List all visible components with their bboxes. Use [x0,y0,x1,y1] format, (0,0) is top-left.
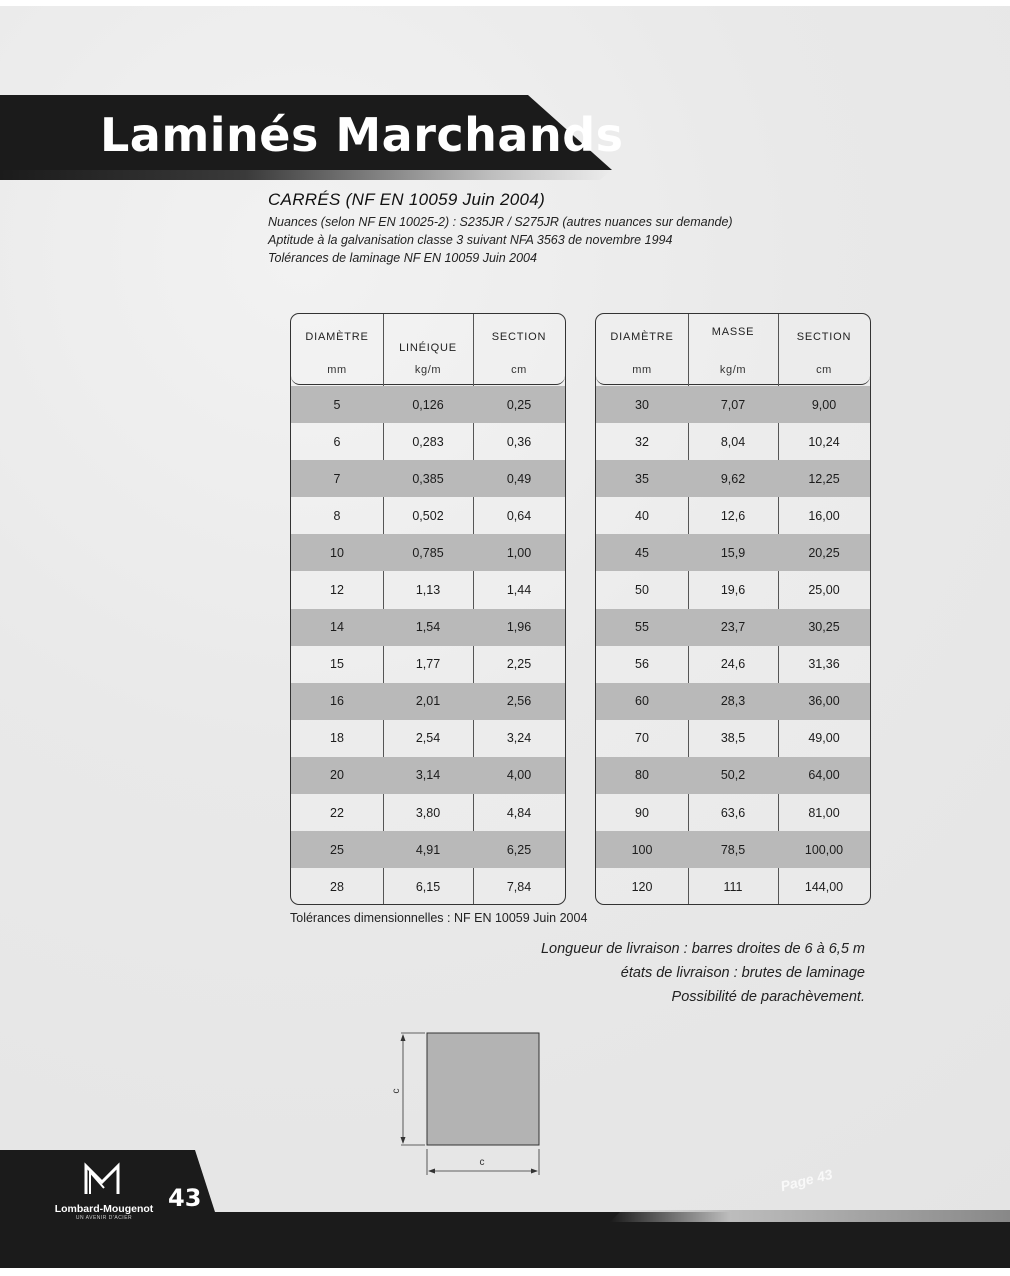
cell-masse: 111 [723,879,743,894]
cell-section: 16,00 [808,508,840,523]
table-row [596,460,870,497]
cell-diametre: 32 [635,434,649,449]
cell-diametre: 22 [330,805,344,820]
table-body [291,386,565,905]
cell-section: 3,24 [506,731,532,746]
cell-section: 49,00 [808,731,840,746]
cell-masse: 0,785 [412,545,444,560]
section-heading [268,190,733,267]
cell-diametre: 20 [330,768,344,783]
cell-diametre: 45 [635,545,649,560]
table-row [291,683,565,720]
cell-masse: 1,13 [415,583,441,598]
cell-diametre: 90 [635,805,649,820]
square-shape [427,1033,539,1145]
cell-section: 12,25 [808,471,840,486]
cell-section: 6,25 [506,842,532,857]
square-section-diagram [385,1025,555,1180]
arrow-left-icon [428,1169,435,1174]
dimension-label-bottom: c [479,1157,485,1168]
cell-diametre: 12 [330,583,344,598]
cell-masse: 1,77 [415,657,441,672]
title-underline [0,170,612,180]
cell-masse: 24,6 [720,657,746,672]
unit-cm: cm [511,364,527,376]
table-body [596,386,870,905]
cell-masse: 8,04 [720,434,746,449]
cell-section: 1,44 [506,583,532,598]
table-row [596,534,870,571]
page-watermark: Page 43 [778,1165,835,1195]
cell-masse: 12,6 [720,508,746,523]
cell-masse: 7,07 [720,397,746,412]
arrow-right-icon [531,1169,538,1174]
cell-diametre: 5 [333,397,341,412]
cell-diametre: 120 [631,879,653,894]
cell-section: 7,84 [506,879,532,894]
cell-diametre: 8 [333,508,341,523]
cell-section: 31,36 [808,657,840,672]
delivery-finishing: Possibilité de parachèvement. [671,989,865,1005]
cell-diametre: 6 [333,434,341,449]
cell-masse: 19,6 [720,583,746,598]
table-row [596,386,870,423]
cell-section: 30,25 [808,620,840,635]
delivery-length: Longueur de livraison : barres droites de 6 à 6,5 m [540,941,865,957]
table-row [291,794,565,831]
header-diametre: DIAMÈTRE [610,331,674,343]
cell-diametre: 18 [330,731,344,746]
table-row [291,423,565,460]
table-row [291,646,565,683]
cell-masse: 3,80 [415,805,441,820]
table-row [596,423,870,460]
cell-masse: 0,283 [412,434,444,449]
page-number: 43 [168,1184,202,1212]
table-row [596,868,870,905]
header-masse: MASSE [711,326,755,338]
company-logo [44,1162,164,1221]
cell-section: 4,00 [506,768,532,783]
unit-mm: mm [327,364,347,376]
cell-section: 10,24 [808,434,840,449]
cell-diametre: 55 [635,620,649,635]
table-row [596,757,870,794]
dimension-label-side: c [391,1088,402,1094]
footer-accent [610,1210,1010,1222]
cell-section: 2,25 [506,657,532,672]
cell-section: 9,00 [811,397,837,412]
logo-tagline: UN AVENIR D'ACIER [75,1215,133,1221]
header-lineique: LINÉIQUE [399,342,457,354]
left-table [290,313,566,905]
unit-cm: cm [816,364,832,376]
cell-diametre: 100 [631,842,653,857]
cell-section: 4,84 [506,805,532,820]
logo-name: Lombard-Mougenot [54,1203,154,1215]
cell-section: 20,25 [808,545,840,560]
cell-diametre: 80 [635,768,649,783]
cell-section: 0,49 [506,471,532,486]
cell-diametre: 16 [330,694,344,709]
table-row [596,683,870,720]
cell-section: 1,96 [506,620,532,635]
cell-masse: 2,01 [415,694,441,709]
cell-diametre: 10 [330,545,344,560]
cell-masse: 15,9 [720,545,746,560]
cell-diametre: 25 [330,842,344,857]
cell-section: 64,00 [808,768,840,783]
cell-masse: 3,14 [415,768,441,783]
bottom-border [0,1268,1010,1276]
cell-masse: 6,15 [415,879,441,894]
cell-masse: 2,54 [415,731,441,746]
cell-diametre: 15 [330,657,344,672]
heading-line: Tolérances de laminage NF EN 10059 Juin 2004 [268,251,537,265]
tolerance-footnote: Tolérances dimensionnelles : NF EN 10059 Juin 2004 [290,911,588,925]
cell-section: 0,36 [506,434,532,449]
cell-masse: 0,126 [412,397,444,412]
header-section: SECTION [796,331,852,343]
unit-mm: mm [632,364,652,376]
unit-kgm: kg/m [414,364,442,376]
heading-line: Aptitude à la galvanisation classe 3 suivant NFA 3563 de novembre 1994 [268,233,673,247]
table-row [596,794,870,831]
cell-masse: 50,2 [720,768,746,783]
cell-section: 100,00 [804,842,844,857]
heading-line: Nuances (selon NF EN 10025-2) : S235JR / S275JR (autres nuances sur demande) [268,215,733,229]
cell-masse: 78,5 [720,842,746,857]
cell-section: 81,00 [808,805,840,820]
table-row [291,534,565,571]
cell-section: 1,00 [506,545,532,560]
delivery-state: états de livraison : brutes de laminage [620,965,865,981]
table-row [291,831,565,868]
table-row [596,609,870,646]
table-row [291,497,565,534]
cell-masse: 38,5 [720,731,746,746]
cell-diametre: 14 [330,620,344,635]
cell-masse: 9,62 [720,471,746,486]
table-row [291,757,565,794]
cell-masse: 1,54 [415,620,441,635]
cell-section: 36,00 [808,694,840,709]
right-table [595,313,871,905]
cell-diametre: 28 [330,879,344,894]
cell-diametre: 35 [635,471,649,486]
table-row [291,720,565,757]
cell-diametre: 70 [635,731,649,746]
delivery-info [541,937,865,1009]
table-row [291,571,565,608]
unit-kgm: kg/m [719,364,747,376]
cell-diametre: 7 [333,471,341,486]
cell-masse: 23,7 [720,620,746,635]
table-row [596,646,870,683]
lm-logo-icon [82,1162,126,1196]
table-row [291,868,565,905]
cell-section: 25,00 [808,583,840,598]
header-section: SECTION [491,331,547,343]
top-border [0,0,1010,6]
table-row [291,386,565,423]
table-row [291,460,565,497]
cell-section: 0,64 [506,508,532,523]
cell-masse: 0,502 [412,508,444,523]
arrow-up-icon [401,1034,406,1041]
cell-diametre: 30 [635,397,649,412]
table-row [291,609,565,646]
table-row [596,571,870,608]
cell-diametre: 60 [635,694,649,709]
cell-section: 0,25 [506,397,532,412]
table-row [596,497,870,534]
cell-masse: 63,6 [720,805,746,820]
cell-masse: 4,91 [415,842,441,857]
cell-masse: 0,385 [412,471,444,486]
page-title: Laminés Marchands [100,108,624,162]
arrow-down-icon [401,1137,406,1144]
cell-diametre: 50 [635,583,649,598]
cell-diametre: 56 [635,657,649,672]
cell-diametre: 40 [635,508,649,523]
header-diametre: DIAMÈTRE [305,331,369,343]
table-row [596,720,870,757]
cell-section: 2,56 [506,694,532,709]
table-row [596,831,870,868]
section-title: CARRÉS (NF EN 10059 Juin 2004) [268,190,546,209]
cell-section: 144,00 [804,879,844,894]
cell-masse: 28,3 [720,694,746,709]
